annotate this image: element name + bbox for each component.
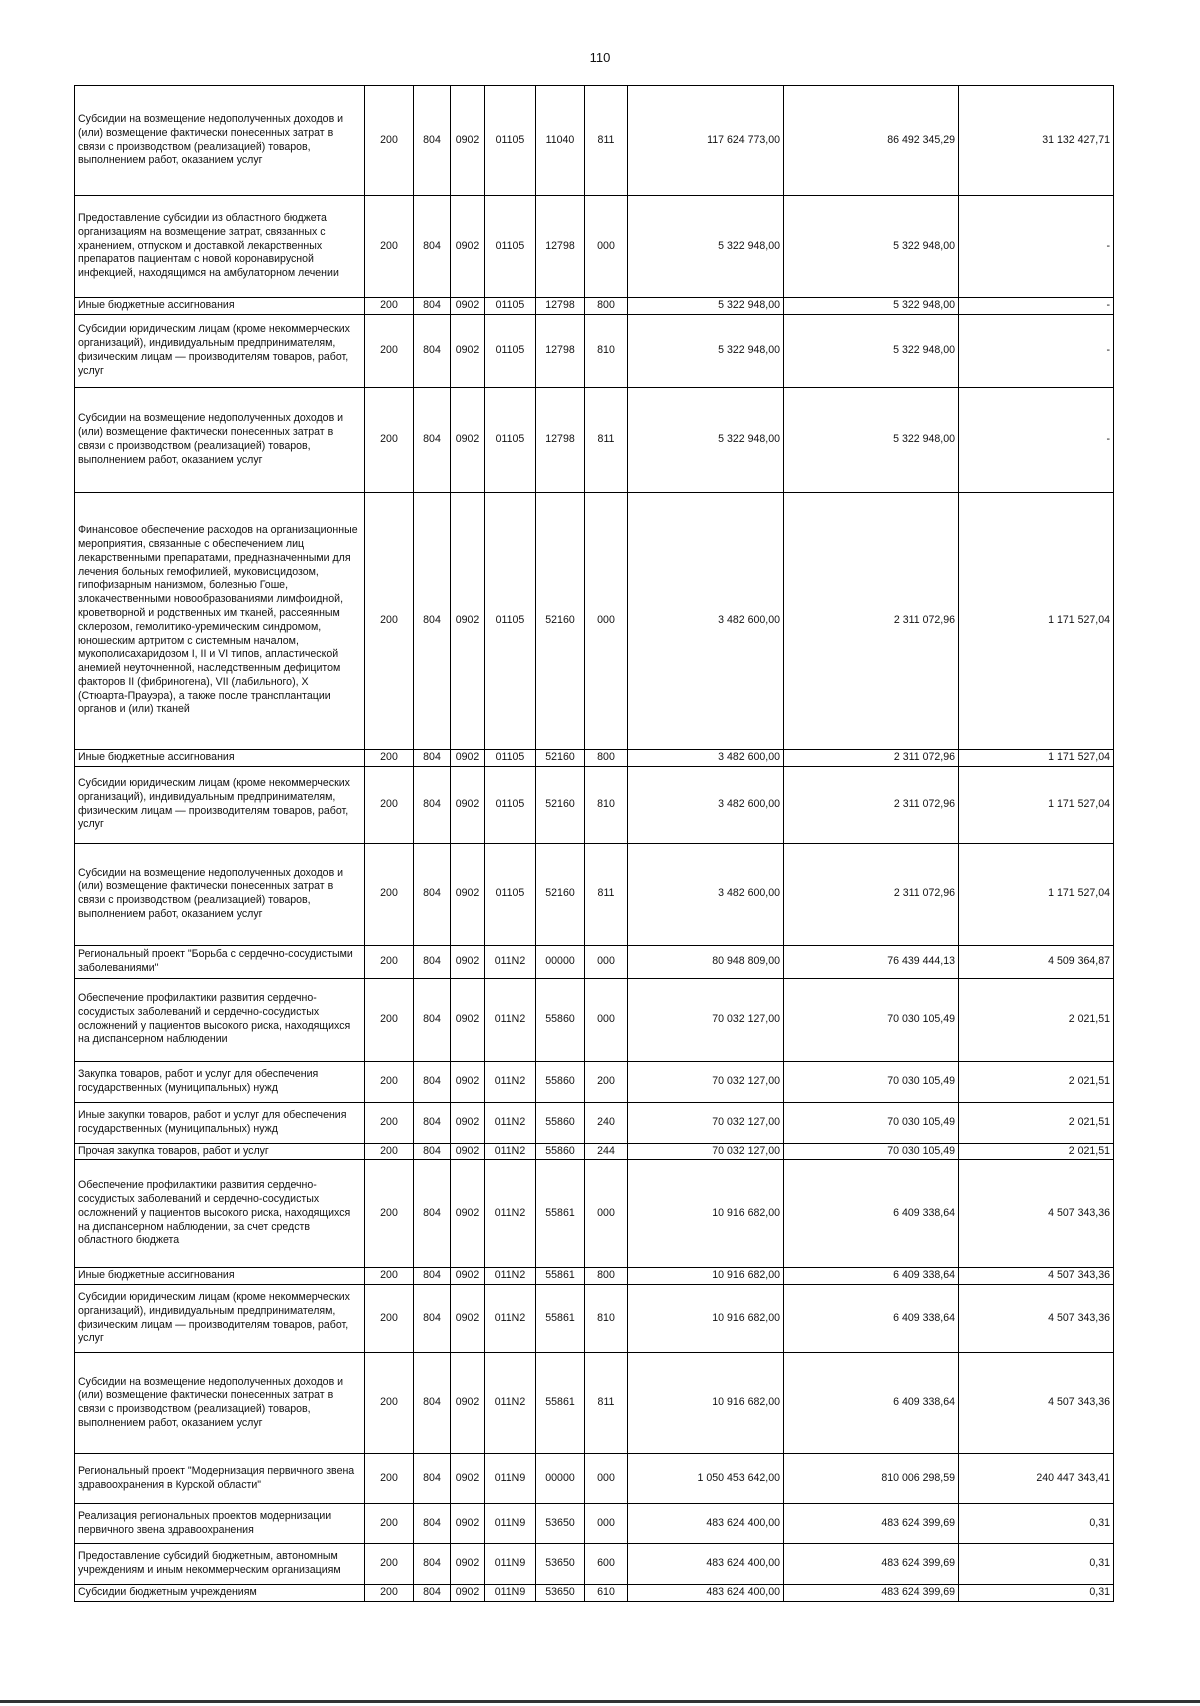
code-section: 0902 xyxy=(451,1061,485,1102)
code-ministry: 804 xyxy=(414,1268,451,1285)
value-planned: 5 322 948,00 xyxy=(628,298,784,315)
code-direction: 12798 xyxy=(536,314,585,387)
value-unexecuted: 1 171 527,04 xyxy=(959,766,1114,843)
code-direction: 53650 xyxy=(536,1504,585,1544)
value-executed: 2 311 072,96 xyxy=(784,749,959,766)
code-direction: 12798 xyxy=(536,387,585,492)
code-admin: 200 xyxy=(365,1102,414,1143)
code-ministry: 804 xyxy=(414,1061,451,1102)
code-expense-type: 000 xyxy=(585,1504,628,1544)
code-program: 011N2 xyxy=(485,1353,536,1454)
row-name: Региональный проект "Борьба с сердечно-сосудистыми заболеваниями" xyxy=(75,945,365,978)
code-expense-type: 800 xyxy=(585,749,628,766)
value-unexecuted: 4 507 343,36 xyxy=(959,1268,1114,1285)
table-row xyxy=(75,749,1114,766)
code-program: 01105 xyxy=(485,298,536,315)
code-section: 0902 xyxy=(451,1353,485,1454)
value-unexecuted: 4 507 343,36 xyxy=(959,1353,1114,1454)
code-expense-type: 240 xyxy=(585,1102,628,1143)
code-direction: 55860 xyxy=(536,1061,585,1102)
value-planned: 10 916 682,00 xyxy=(628,1353,784,1454)
value-unexecuted: 4 507 343,36 xyxy=(959,1160,1114,1268)
code-program: 011N9 xyxy=(485,1454,536,1504)
value-unexecuted: 0,31 xyxy=(959,1504,1114,1544)
code-expense-type: 811 xyxy=(585,86,628,196)
row-name: Предоставление субсидии из областного бюджета организациям на возмещение затрат, связанных с хранением, отпуском и доставкой лекарственных препаратов пациентам с новой коронавирусной инфекцией, находящимся на амбулаторном лечении xyxy=(75,196,365,298)
code-section: 0902 xyxy=(451,1143,485,1160)
code-admin: 200 xyxy=(365,1160,414,1268)
code-program: 011N2 xyxy=(485,945,536,978)
code-admin: 200 xyxy=(365,1143,414,1160)
table-row xyxy=(75,945,1114,978)
row-name: Предоставление субсидий бюджетным, автономным учреждениям и иным некоммерческим организациям xyxy=(75,1544,365,1585)
code-admin: 200 xyxy=(365,314,414,387)
value-executed: 6 409 338,64 xyxy=(784,1353,959,1454)
code-expense-type: 000 xyxy=(585,492,628,749)
code-program: 01105 xyxy=(485,843,536,945)
code-ministry: 804 xyxy=(414,196,451,298)
code-admin: 200 xyxy=(365,749,414,766)
code-expense-type: 000 xyxy=(585,1160,628,1268)
code-section: 0902 xyxy=(451,86,485,196)
value-unexecuted: 1 171 527,04 xyxy=(959,749,1114,766)
table-row xyxy=(75,1143,1114,1160)
code-expense-type: 000 xyxy=(585,945,628,978)
code-program: 01105 xyxy=(485,314,536,387)
code-section: 0902 xyxy=(451,843,485,945)
code-admin: 200 xyxy=(365,1454,414,1504)
value-planned: 3 482 600,00 xyxy=(628,492,784,749)
value-planned: 483 624 400,00 xyxy=(628,1544,784,1585)
table-row xyxy=(75,314,1114,387)
table-row xyxy=(75,1102,1114,1143)
code-direction: 52160 xyxy=(536,843,585,945)
value-unexecuted: 4 507 343,36 xyxy=(959,1285,1114,1353)
value-unexecuted: 240 447 343,41 xyxy=(959,1454,1114,1504)
table-row xyxy=(75,1454,1114,1504)
code-expense-type: 811 xyxy=(585,387,628,492)
row-name: Иные закупки товаров, работ и услуг для обеспечения государственных (муниципальных) нужд xyxy=(75,1102,365,1143)
value-executed: 483 624 399,69 xyxy=(784,1544,959,1585)
code-section: 0902 xyxy=(451,298,485,315)
code-admin: 200 xyxy=(365,945,414,978)
code-ministry: 804 xyxy=(414,1454,451,1504)
row-name: Закупка товаров, работ и услуг для обеспечения государственных (муниципальных) нужд xyxy=(75,1061,365,1102)
value-planned: 70 032 127,00 xyxy=(628,1143,784,1160)
code-program: 011N2 xyxy=(485,1143,536,1160)
scan-bottom-edge xyxy=(0,1700,1200,1703)
code-expense-type: 610 xyxy=(585,1585,628,1602)
code-section: 0902 xyxy=(451,314,485,387)
code-section: 0902 xyxy=(451,749,485,766)
value-unexecuted: 2 021,51 xyxy=(959,1061,1114,1102)
code-section: 0902 xyxy=(451,766,485,843)
code-expense-type: 800 xyxy=(585,1268,628,1285)
code-ministry: 804 xyxy=(414,1143,451,1160)
code-program: 011N2 xyxy=(485,1285,536,1353)
row-name: Субсидии юридическим лицам (кроме некоммерческих организаций), индивидуальным предпринимателям, физическим лицам — производителям товаров, работ, услуг xyxy=(75,766,365,843)
row-name: Субсидии на возмещение недополученных доходов и (или) возмещение фактически понесенных затрат в связи с производством (реализацией) товаров, выполнением работ, оказанием услуг xyxy=(75,1353,365,1454)
code-admin: 200 xyxy=(365,196,414,298)
code-expense-type: 810 xyxy=(585,314,628,387)
code-ministry: 804 xyxy=(414,1585,451,1602)
value-planned: 483 624 400,00 xyxy=(628,1504,784,1544)
code-program: 01105 xyxy=(485,387,536,492)
code-direction: 55861 xyxy=(536,1160,585,1268)
code-direction: 12798 xyxy=(536,196,585,298)
code-section: 0902 xyxy=(451,945,485,978)
table-row xyxy=(75,766,1114,843)
code-program: 011N2 xyxy=(485,1061,536,1102)
table-row xyxy=(75,1544,1114,1585)
value-executed: 70 030 105,49 xyxy=(784,1102,959,1143)
budget-table xyxy=(74,85,1114,1602)
code-ministry: 804 xyxy=(414,1544,451,1585)
table-row xyxy=(75,978,1114,1061)
code-expense-type: 000 xyxy=(585,196,628,298)
row-name: Прочая закупка товаров, работ и услуг xyxy=(75,1143,365,1160)
value-unexecuted: 31 132 427,71 xyxy=(959,86,1114,196)
code-admin: 200 xyxy=(365,1285,414,1353)
code-direction: 55861 xyxy=(536,1285,585,1353)
value-executed: 70 030 105,49 xyxy=(784,1143,959,1160)
value-planned: 5 322 948,00 xyxy=(628,196,784,298)
value-planned: 10 916 682,00 xyxy=(628,1160,784,1268)
value-unexecuted: - xyxy=(959,387,1114,492)
value-unexecuted: 2 021,51 xyxy=(959,978,1114,1061)
code-program: 011N2 xyxy=(485,1160,536,1268)
table-row xyxy=(75,1160,1114,1268)
code-ministry: 804 xyxy=(414,1285,451,1353)
code-admin: 200 xyxy=(365,1544,414,1585)
code-section: 0902 xyxy=(451,387,485,492)
code-section: 0902 xyxy=(451,1454,485,1504)
code-program: 011N2 xyxy=(485,1268,536,1285)
code-section: 0902 xyxy=(451,1102,485,1143)
value-unexecuted: 4 509 364,87 xyxy=(959,945,1114,978)
value-unexecuted: - xyxy=(959,298,1114,315)
value-planned: 70 032 127,00 xyxy=(628,1102,784,1143)
table-row xyxy=(75,1061,1114,1102)
value-planned: 70 032 127,00 xyxy=(628,978,784,1061)
code-admin: 200 xyxy=(365,1504,414,1544)
value-executed: 5 322 948,00 xyxy=(784,196,959,298)
code-direction: 52160 xyxy=(536,492,585,749)
code-program: 01105 xyxy=(485,749,536,766)
code-direction: 52160 xyxy=(536,749,585,766)
code-expense-type: 811 xyxy=(585,1353,628,1454)
value-executed: 483 624 399,69 xyxy=(784,1585,959,1602)
value-planned: 70 032 127,00 xyxy=(628,1061,784,1102)
code-direction: 55860 xyxy=(536,978,585,1061)
code-direction: 55860 xyxy=(536,1143,585,1160)
value-unexecuted: 0,31 xyxy=(959,1585,1114,1602)
value-unexecuted: - xyxy=(959,196,1114,298)
code-section: 0902 xyxy=(451,1285,485,1353)
code-ministry: 804 xyxy=(414,843,451,945)
code-ministry: 804 xyxy=(414,492,451,749)
code-ministry: 804 xyxy=(414,1160,451,1268)
code-section: 0902 xyxy=(451,1544,485,1585)
code-ministry: 804 xyxy=(414,749,451,766)
code-admin: 200 xyxy=(365,86,414,196)
table-row xyxy=(75,196,1114,298)
code-ministry: 804 xyxy=(414,766,451,843)
code-expense-type: 000 xyxy=(585,978,628,1061)
row-name: Субсидии бюджетным учреждениям xyxy=(75,1585,365,1602)
value-planned: 117 624 773,00 xyxy=(628,86,784,196)
code-section: 0902 xyxy=(451,978,485,1061)
code-program: 011N9 xyxy=(485,1544,536,1585)
code-section: 0902 xyxy=(451,1160,485,1268)
code-admin: 200 xyxy=(365,1268,414,1285)
code-admin: 200 xyxy=(365,492,414,749)
value-executed: 86 492 345,29 xyxy=(784,86,959,196)
value-planned: 483 624 400,00 xyxy=(628,1585,784,1602)
code-expense-type: 200 xyxy=(585,1061,628,1102)
table-row xyxy=(75,1353,1114,1454)
code-direction: 55861 xyxy=(536,1268,585,1285)
code-admin: 200 xyxy=(365,298,414,315)
code-program: 011N9 xyxy=(485,1585,536,1602)
code-section: 0902 xyxy=(451,196,485,298)
code-direction: 53650 xyxy=(536,1544,585,1585)
code-program: 01105 xyxy=(485,196,536,298)
code-expense-type: 811 xyxy=(585,843,628,945)
code-section: 0902 xyxy=(451,1268,485,1285)
row-name: Обеспечение профилактики развития сердечно-сосудистых заболеваний и сердечно-сосудистых осложнений у пациентов высокого риска, находящихся на диспансерном наблюдении xyxy=(75,978,365,1061)
value-planned: 5 322 948,00 xyxy=(628,314,784,387)
table-row xyxy=(75,843,1114,945)
page-number: 110 xyxy=(589,50,611,65)
value-planned: 5 322 948,00 xyxy=(628,387,784,492)
table-row xyxy=(75,387,1114,492)
value-unexecuted: 1 171 527,04 xyxy=(959,843,1114,945)
table-row xyxy=(75,298,1114,315)
code-ministry: 804 xyxy=(414,978,451,1061)
value-executed: 70 030 105,49 xyxy=(784,978,959,1061)
value-unexecuted: - xyxy=(959,314,1114,387)
code-admin: 200 xyxy=(365,1061,414,1102)
code-program: 011N2 xyxy=(485,1102,536,1143)
code-expense-type: 600 xyxy=(585,1544,628,1585)
row-name: Обеспечение профилактики развития сердечно-сосудистых заболеваний и сердечно-сосудистых осложнений у пациентов высокого риска, находящихся на диспансерном наблюдении, за счет средств областного бюджета xyxy=(75,1160,365,1268)
row-name: Иные бюджетные ассигнования xyxy=(75,749,365,766)
code-direction: 11040 xyxy=(536,86,585,196)
code-expense-type: 244 xyxy=(585,1143,628,1160)
code-program: 01105 xyxy=(485,492,536,749)
row-name: Субсидии на возмещение недополученных доходов и (или) возмещение фактически понесенных затрат в связи с производством (реализацией) товаров, выполнением работ, оказанием услуг xyxy=(75,86,365,196)
code-direction: 55860 xyxy=(536,1102,585,1143)
value-executed: 483 624 399,69 xyxy=(784,1504,959,1544)
table-row xyxy=(75,492,1114,749)
value-executed: 5 322 948,00 xyxy=(784,387,959,492)
value-unexecuted: 1 171 527,04 xyxy=(959,492,1114,749)
code-program: 011N2 xyxy=(485,978,536,1061)
value-unexecuted: 2 021,51 xyxy=(959,1143,1114,1160)
code-program: 01105 xyxy=(485,86,536,196)
code-program: 011N9 xyxy=(485,1504,536,1544)
row-name: Субсидии на возмещение недополученных доходов и (или) возмещение фактически понесенных затрат в связи с производством (реализацией) товаров, выполнением работ, оказанием услуг xyxy=(75,387,365,492)
code-ministry: 804 xyxy=(414,1504,451,1544)
table-row xyxy=(75,86,1114,196)
table-body xyxy=(75,86,1114,1602)
value-planned: 80 948 809,00 xyxy=(628,945,784,978)
code-section: 0902 xyxy=(451,1504,485,1544)
value-executed: 2 311 072,96 xyxy=(784,492,959,749)
code-ministry: 804 xyxy=(414,945,451,978)
table-row xyxy=(75,1585,1114,1602)
table-row xyxy=(75,1268,1114,1285)
row-name: Региональный проект "Модернизация первичного звена здравоохранения в Курской области" xyxy=(75,1454,365,1504)
row-name: Реализация региональных проектов модернизации первичного звена здравоохранения xyxy=(75,1504,365,1544)
code-direction: 53650 xyxy=(536,1585,585,1602)
code-ministry: 804 xyxy=(414,1102,451,1143)
code-admin: 200 xyxy=(365,387,414,492)
value-executed: 2 311 072,96 xyxy=(784,843,959,945)
value-executed: 70 030 105,49 xyxy=(784,1061,959,1102)
row-name: Субсидии юридическим лицам (кроме некоммерческих организаций), индивидуальным предпринимателям, физическим лицам — производителям товаров, работ, услуг xyxy=(75,314,365,387)
value-executed: 5 322 948,00 xyxy=(784,298,959,315)
code-expense-type: 810 xyxy=(585,766,628,843)
value-planned: 3 482 600,00 xyxy=(628,749,784,766)
code-direction: 55861 xyxy=(536,1353,585,1454)
code-expense-type: 810 xyxy=(585,1285,628,1353)
code-admin: 200 xyxy=(365,978,414,1061)
value-planned: 3 482 600,00 xyxy=(628,766,784,843)
value-executed: 5 322 948,00 xyxy=(784,314,959,387)
code-direction: 12798 xyxy=(536,298,585,315)
code-ministry: 804 xyxy=(414,86,451,196)
code-direction: 00000 xyxy=(536,945,585,978)
code-ministry: 804 xyxy=(414,387,451,492)
value-planned: 10 916 682,00 xyxy=(628,1285,784,1353)
value-executed: 6 409 338,64 xyxy=(784,1160,959,1268)
code-program: 01105 xyxy=(485,766,536,843)
value-planned: 1 050 453 642,00 xyxy=(628,1454,784,1504)
table-row xyxy=(75,1504,1114,1544)
code-ministry: 804 xyxy=(414,314,451,387)
row-name: Иные бюджетные ассигнования xyxy=(75,298,365,315)
value-planned: 10 916 682,00 xyxy=(628,1268,784,1285)
code-direction: 00000 xyxy=(536,1454,585,1504)
code-admin: 200 xyxy=(365,766,414,843)
code-section: 0902 xyxy=(451,1585,485,1602)
value-executed: 2 311 072,96 xyxy=(784,766,959,843)
row-name: Финансовое обеспечение расходов на организационные мероприятия, связанные с обеспечением лиц лекарственными препаратами, предназначенными для лечения больных гемофилией, муковисцидозом, гипофизарным нанизмом, болезнью Гоше, злокачественными новообразованиями лимфоидной, кроветворной и родственных им тканей, рассеянным склерозом, гемолитико-уремическим синдромом, юношеским артритом с системным началом, мукополисахаридозом I, II и VI типов, апластической анемией неуточненной, наследственным дефицитом факторов II (фибриногена), VII (лабильного), X (Стюарта-Прауэра), а также после трансплантации органов и (или) тканей xyxy=(75,492,365,749)
value-executed: 6 409 338,64 xyxy=(784,1268,959,1285)
value-executed: 76 439 444,13 xyxy=(784,945,959,978)
row-name: Иные бюджетные ассигнования xyxy=(75,1268,365,1285)
code-expense-type: 000 xyxy=(585,1454,628,1504)
value-planned: 3 482 600,00 xyxy=(628,843,784,945)
code-admin: 200 xyxy=(365,1353,414,1454)
value-executed: 810 006 298,59 xyxy=(784,1454,959,1504)
code-expense-type: 800 xyxy=(585,298,628,315)
value-executed: 6 409 338,64 xyxy=(784,1285,959,1353)
code-ministry: 804 xyxy=(414,1353,451,1454)
code-direction: 52160 xyxy=(536,766,585,843)
value-unexecuted: 0,31 xyxy=(959,1544,1114,1585)
table-row xyxy=(75,1285,1114,1353)
row-name: Субсидии на возмещение недополученных доходов и (или) возмещение фактически понесенных затрат в связи с производством (реализацией) товаров, выполнением работ, оказанием услуг xyxy=(75,843,365,945)
code-section: 0902 xyxy=(451,492,485,749)
code-admin: 200 xyxy=(365,843,414,945)
code-ministry: 804 xyxy=(414,298,451,315)
value-unexecuted: 2 021,51 xyxy=(959,1102,1114,1143)
row-name: Субсидии юридическим лицам (кроме некоммерческих организаций), индивидуальным предпринимателям, физическим лицам — производителям товаров, работ, услуг xyxy=(75,1285,365,1353)
code-admin: 200 xyxy=(365,1585,414,1602)
